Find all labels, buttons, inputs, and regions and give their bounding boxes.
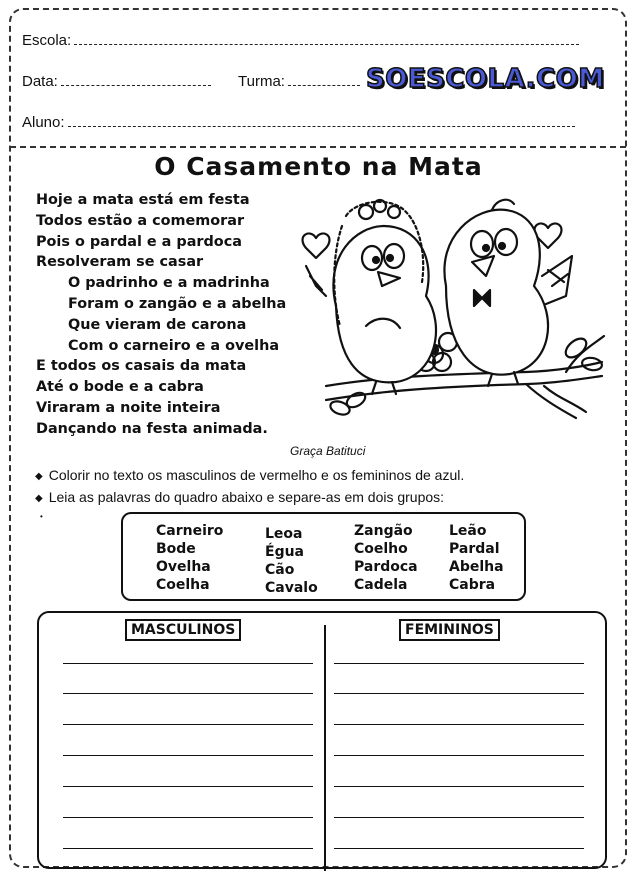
poem-line: Viraram a noite inteira: [36, 399, 221, 416]
date-field[interactable]: [22, 73, 211, 90]
instruction-1: [35, 467, 464, 483]
word: Leão: [449, 523, 487, 539]
instruction-text: Leia as palavras do quadro abaixo e separe-as em dois grupos:: [48, 489, 445, 505]
student-label: Aluno:: [22, 114, 65, 131]
heart-icon: [303, 233, 330, 258]
date-input-line[interactable]: [61, 85, 211, 86]
masculine-answer-line[interactable]: [63, 786, 313, 787]
feminine-answer-line[interactable]: [334, 848, 584, 849]
word: Coelho: [354, 541, 408, 557]
word: Cavalo: [265, 580, 318, 596]
poem-line: Dançando na festa animada.: [36, 420, 268, 437]
poem-line: Que vieram de carona: [68, 316, 247, 333]
feminine-answer-line[interactable]: [334, 755, 584, 756]
class-input-line[interactable]: [288, 85, 360, 86]
masculine-header: MASCULINOS: [125, 619, 241, 641]
word: Cadela: [354, 577, 408, 593]
poem: [36, 190, 306, 440]
school-input-line[interactable]: [74, 44, 579, 45]
feminine-answer-line[interactable]: [334, 786, 584, 787]
poem-line: E todos os casais da mata: [36, 358, 247, 375]
bullet-icon: ◆: [35, 493, 43, 504]
student-input-line[interactable]: [68, 126, 575, 127]
instruction-2: [35, 489, 444, 505]
school-label: Escola:: [22, 32, 72, 49]
word-box: [121, 512, 526, 601]
word: Cabra: [449, 577, 496, 593]
word: Coelha: [156, 577, 210, 593]
feminine-answer-line[interactable]: [334, 663, 584, 664]
poem-title: O Casamento na Mata: [154, 152, 483, 181]
word-column: [354, 522, 418, 594]
masculine-answer-line[interactable]: [63, 755, 313, 756]
school-field[interactable]: [22, 32, 579, 49]
feminine-answer-line[interactable]: [334, 724, 584, 725]
date-label: Data:: [22, 73, 58, 90]
class-field[interactable]: [238, 73, 360, 90]
poem-line: Pois o pardal e a pardoca: [36, 233, 242, 250]
masculine-answer-line[interactable]: [63, 693, 313, 694]
masculine-answer-line[interactable]: [63, 663, 313, 664]
word: Ovelha: [156, 559, 211, 575]
word: Carneiro: [156, 523, 224, 539]
word-column: [449, 522, 504, 594]
bride-bird: [306, 200, 436, 394]
masculine-answer-line[interactable]: [63, 724, 313, 725]
poem-line: Todos estão a comemorar: [36, 212, 245, 229]
poem-line: Foram o zangão e a abelha: [68, 295, 287, 312]
masculine-answer-line[interactable]: [63, 817, 313, 818]
word: Abelha: [449, 559, 504, 575]
word: Leoa: [265, 526, 303, 542]
bullet-dot: •: [40, 512, 43, 521]
column-divider: [324, 625, 326, 871]
birds-wedding-illustration: [296, 186, 608, 436]
poem-line: Com o carneiro e a ovelha: [68, 337, 280, 354]
word: Pardal: [449, 541, 500, 557]
poem-line: O padrinho e a madrinha: [68, 275, 270, 292]
word: Égua: [265, 544, 304, 560]
word-column: [156, 522, 223, 594]
masculine-answer-line[interactable]: [63, 848, 313, 849]
feminine-answer-line[interactable]: [334, 693, 584, 694]
class-label: Turma:: [238, 73, 285, 90]
word: Cão: [265, 562, 295, 578]
instruction-text: Colorir no texto os masculinos de vermelho e os femininos de azul.: [48, 467, 465, 483]
answer-table: [37, 611, 607, 869]
poem-line: Até o bode e a cabra: [36, 379, 204, 396]
feminine-answer-line[interactable]: [334, 817, 584, 818]
word-column: [265, 525, 318, 597]
feminine-header: FEMININOS: [399, 619, 500, 641]
brand-logo: SOESCOLA.COM: [366, 64, 605, 94]
word: Bode: [156, 541, 196, 557]
word: Zangão: [354, 523, 413, 539]
header-divider: [10, 146, 626, 148]
bullet-icon: ◆: [35, 471, 43, 482]
student-field[interactable]: [22, 114, 575, 131]
poem-author: Graça Batituci: [290, 444, 366, 458]
poem-line: Hoje a mata está em festa: [36, 192, 250, 208]
word: Pardoca: [354, 559, 418, 575]
poem-line: Resolveram se casar: [36, 254, 204, 271]
